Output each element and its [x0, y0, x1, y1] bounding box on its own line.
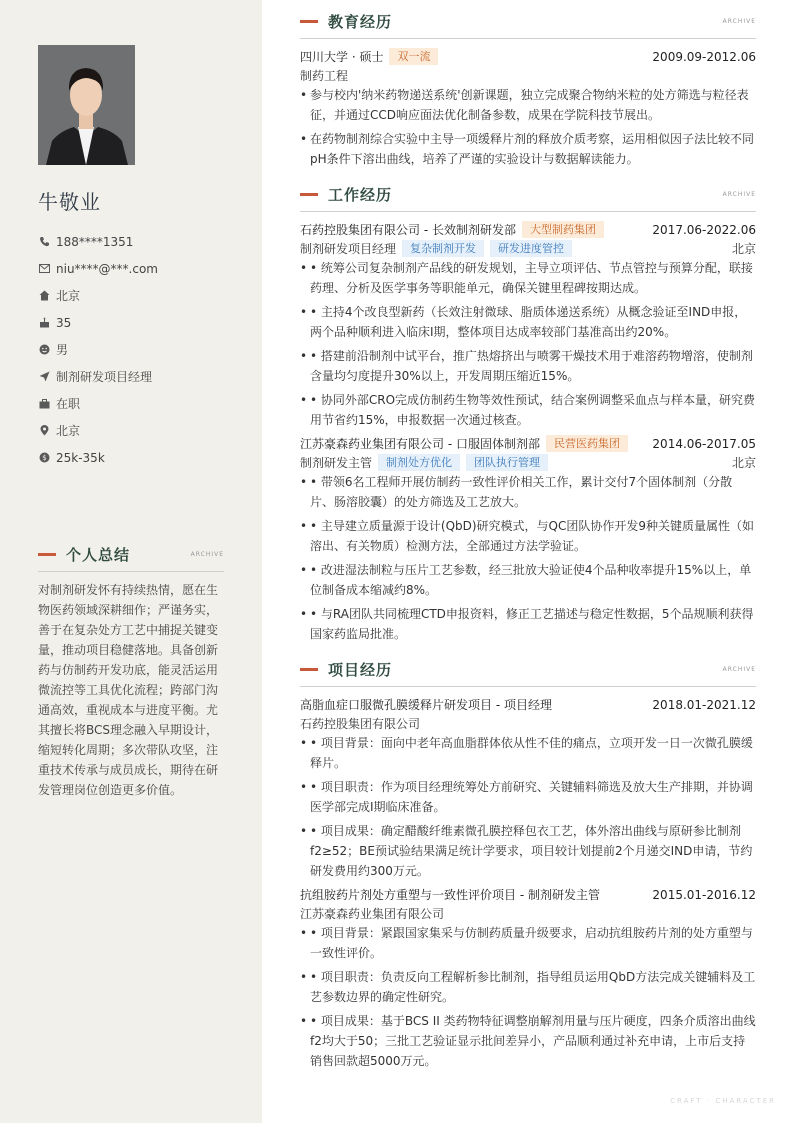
school-name: 四川大学 · 硕士: [300, 50, 384, 64]
role-tag: 团队执行管理: [466, 454, 548, 471]
list-item: • • 项目职责：负责反向工程解析参比制剂，指导组员运用QbD方法完成关键辅料及工艺参数边界的确定性研究。: [300, 967, 756, 1007]
project-period: 2015.01-2016.12: [652, 887, 756, 902]
work-role-row: [300, 239, 756, 258]
project-company: 石药控股集团有限公司: [300, 717, 421, 731]
footer-watermark: CRAFT · CHARACTER: [670, 1097, 776, 1105]
candidate-name: 牛敬业: [38, 190, 101, 214]
list-item: • • 项目成果：基于BCS II 类药物特征调整崩解剂用量与压片硬度，四条介质溶出曲线f2均大于50；三批工艺验证显示批间差异小，产品顺利通过补充申请，上市后支持销售回款超5000万元。: [300, 1011, 756, 1071]
salary-text: 25k-35k: [56, 450, 105, 465]
job-role: 制剂研发项目经理: [300, 242, 397, 256]
list-item: • • 主导建立质量源于设计(QbD)研究模式，与QC团队协作开发9种关键质量属性（如溶出、有关物质）检测方法，全部通过方法学验证。: [300, 516, 756, 556]
status-text: 在职: [56, 397, 81, 411]
list-item: • • 搭建前沿制剂中试平台，推广热熔挤出与喷雾干燥技术用于难溶药物增溶，使制剂含量均匀度提升30%以上，开发周期压缩近15%。: [300, 346, 756, 386]
list-item: • • 项目职责：作为项目经理统筹处方前研究、关键辅料筛选及放大生产排期，并协调医学部完成I期临床准备。: [300, 777, 756, 817]
company-name: 江苏豪森药业集团有限公司 - 口服固体制剂部: [300, 437, 540, 451]
sidebar: [0, 0, 262, 1123]
summary-section: [38, 543, 224, 800]
section-accent-bar: [300, 20, 318, 23]
pin-icon: [38, 425, 50, 437]
role-tag: 复杂制剂开发: [402, 240, 484, 257]
summary-text: 对制剂研发怀有持续热情，愿在生物医药领域深耕细作；严谨务实，善于在复杂处方工艺中捕捉关键变量，推动项目稳健落地。具备创新药与仿制药开发功底，能灵活运用微流控等工具优化流程；跨部门沟通高效，重视成本与进度平衡。尤其擅长将BCS理念融入早期设计，缩短转化周期；多次带队攻坚，注重技术传承与成员成长，期待在研发管理岗位创造更多价值。: [38, 583, 219, 797]
work-header: [300, 183, 756, 205]
section-accent-bar: [300, 668, 318, 671]
work-period: 2017.06-2022.06: [652, 222, 756, 237]
list-item: • • 与RA团队共同梳理CTD申报资料，修正工艺描述与稳定性数据，5个品规顺利获得国家药监局批准。: [300, 604, 756, 644]
project-company-row: [300, 714, 756, 733]
status-row: [38, 390, 238, 417]
city-row: [38, 417, 238, 444]
section-accent-bar: [300, 193, 318, 196]
list-item: • 参与校内'纳米药物递送系统'创新课题，独立完成聚合物纳米粒的处方筛选与粒径表征，并通过CCD响应面法优化制备参数，成果在学院科技节展出。: [300, 85, 756, 125]
work-title: 工作经历: [328, 185, 393, 204]
main-content: [300, 10, 756, 1075]
send-icon: [38, 371, 50, 383]
age-row: [38, 309, 238, 336]
list-item: • • 带领6名工程师开展仿制药一致性评价相关工作，累计交付7个固体制剂（分散片、肠溶胶囊）的处方筛选及工艺放大。: [300, 472, 756, 512]
list-item: • • 项目背景：面向中老年高血脂群体依从性不佳的痛点，立项开发一日一次微孔膜缓释片。: [300, 733, 756, 773]
briefcase-icon: [38, 398, 50, 410]
email-text: niu****@***.com: [56, 261, 158, 276]
section-divider: [300, 38, 756, 39]
projects-header: [300, 658, 756, 680]
education-period: 2009.09-2012.06: [652, 49, 756, 64]
work-period: 2014.06-2017.05: [652, 436, 756, 451]
phone-text: 188****1351: [56, 234, 134, 249]
education-major-row: [300, 66, 756, 85]
home-icon: [38, 290, 50, 302]
location-row: [38, 282, 238, 309]
work-entry-header: [300, 434, 756, 453]
location-text: 北京: [56, 289, 81, 303]
phone-icon: [38, 236, 50, 248]
project-entry-header: [300, 695, 756, 714]
project-entry-header: [300, 885, 756, 904]
contact-info: [38, 228, 238, 471]
role-tag: 制剂处方优化: [378, 454, 460, 471]
role-tag: 研发进度管控: [490, 240, 572, 257]
project-bullets: [300, 733, 756, 881]
list-item: • • 统筹公司复杂制剂产品线的研发规划，主导立项评估、节点管控与预算分配，联接药理、分析及医学事务等职能单元，确保关键里程碑按期达成。: [300, 258, 756, 298]
education-bullets: [300, 85, 756, 169]
gender-text: 男: [56, 343, 69, 357]
project-entry: [300, 695, 756, 881]
company-name: 石药控股集团有限公司 - 长效制剂研发部: [300, 223, 516, 237]
archive-label: ARCHIVE: [722, 666, 756, 673]
project-name: 高脂血症口服微孔膜缓释片研发项目 - 项目经理: [300, 698, 552, 712]
education-section: [300, 10, 756, 169]
project-entry: [300, 885, 756, 1071]
project-name: 抗组胺药片剂处方重塑与一致性评价项目 - 制剂研发主管: [300, 888, 600, 902]
position-row: [38, 363, 238, 390]
project-period: 2018.01-2021.12: [652, 697, 756, 712]
project-company-row: [300, 904, 756, 923]
work-section: [300, 183, 756, 644]
section-divider: [300, 686, 756, 687]
project-bullets: [300, 923, 756, 1071]
age-text: 35: [56, 315, 72, 330]
list-item: • • 项目成果：确定醋酸纤维素微孔膜控释包衣工艺，体外溶出曲线与原研参比制剂f2≥52；BE预试验结果满足统计学要求，项目较计划提前2个月递交IND申请，节约研发费用约300万元。: [300, 821, 756, 881]
archive-label: ARCHIVE: [722, 191, 756, 198]
school-tag: 双一流: [389, 48, 438, 65]
education-title: 教育经历: [328, 12, 393, 31]
coin-icon: [38, 452, 50, 464]
job-city: 北京: [731, 242, 756, 256]
archive-label: ARCHIVE: [722, 18, 756, 25]
work-bullets: [300, 472, 756, 644]
projects-title: 项目经历: [328, 660, 393, 679]
projects-section: [300, 658, 756, 1071]
section-accent-bar: [38, 553, 56, 556]
list-item: • 在药物制剂综合实验中主导一项缓释片剂的释放介质考察，运用相似因子法比较不同pH条件下溶出曲线，培养了严谨的实验设计与数据解读能力。: [300, 129, 756, 169]
section-divider: [300, 211, 756, 212]
list-item: • • 协同外部CRO完成仿制药生物等效性预试，结合案例调整采血点与样本量，研究费用节省约15%，申报数据一次通过核查。: [300, 390, 756, 430]
summary-title: 个人总结: [66, 545, 131, 564]
face-icon: [38, 344, 50, 356]
salary-row: [38, 444, 238, 471]
company-tag: 民营医药集团: [546, 435, 628, 452]
archive-label: ARCHIVE: [190, 551, 224, 558]
avatar: [38, 45, 135, 165]
phone-row: [38, 228, 238, 255]
section-divider: [38, 571, 224, 572]
mail-icon: [38, 263, 50, 275]
list-item: • • 项目背景：紧跟国家集采与仿制药质量升级要求，启动抗组胺药片剂的处方重塑与一致性评价。: [300, 923, 756, 963]
email-row: [38, 255, 238, 282]
work-role-row: [300, 453, 756, 472]
city-text: 北京: [56, 424, 81, 438]
work-bullets: [300, 258, 756, 430]
education-entry-header: [300, 47, 756, 66]
summary-header: [38, 543, 224, 565]
list-item: • • 改进湿法制粒与压片工艺参数，经三批放大验证使4个品种收率提升15%以上，单位制备成本缩减约8%。: [300, 560, 756, 600]
portrait-image: [38, 45, 135, 165]
work-entry: [300, 220, 756, 430]
education-major: 制药工程: [300, 69, 349, 83]
job-role: 制剂研发主管: [300, 456, 373, 470]
work-entry-header: [300, 220, 756, 239]
cake-icon: [38, 317, 50, 329]
company-tag: 大型制药集团: [522, 221, 604, 238]
gender-row: [38, 336, 238, 363]
education-header: [300, 10, 756, 32]
project-company: 江苏豪森药业集团有限公司: [300, 907, 445, 921]
position-text: 制剂研发项目经理: [56, 370, 153, 384]
work-entry: [300, 434, 756, 644]
svg-text:$: $: [41, 454, 47, 462]
job-city: 北京: [731, 456, 756, 470]
list-item: • • 主持4个改良型新药（长效注射微球、脂质体递送系统）从概念验证至IND申报，两个品种顺利进入临床I期，整体项目达成率较部门基准高出约20%。: [300, 302, 756, 342]
